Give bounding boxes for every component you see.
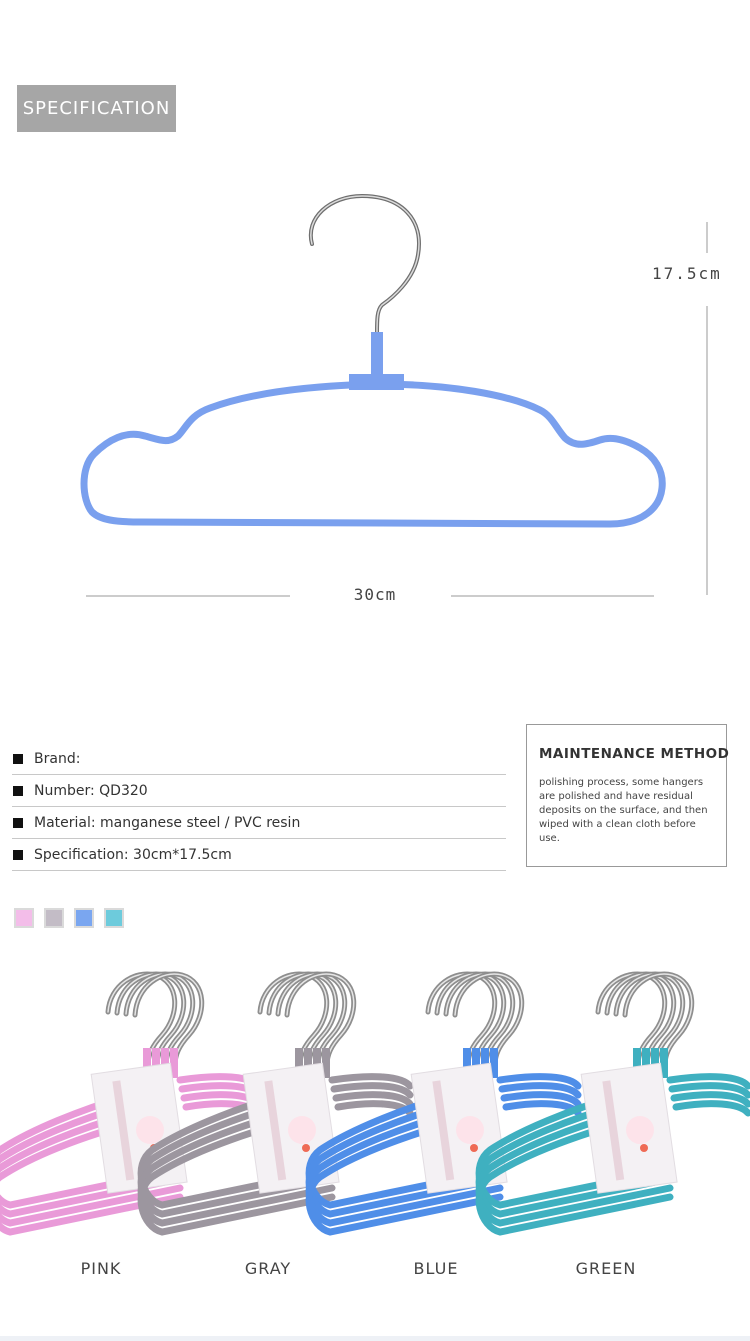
width-label: 30cm — [353, 585, 397, 604]
maintenance-text: polishing process, some hangers are polished and have residual deposits on the surface, and then wiped with a clean cloth before use. — [539, 777, 708, 844]
spec-row-specification — [12, 840, 506, 871]
specification-tag: SPECIFICATION — [17, 85, 176, 132]
swatch-gray[interactable] — [44, 908, 64, 928]
spec-row-material — [12, 808, 506, 839]
color-label-pink: PINK — [80, 1259, 122, 1278]
spec-text: Specification: 30cm*17.5cm — [34, 847, 232, 863]
color-label-gray: GRAY — [244, 1259, 292, 1278]
swatch-pink[interactable] — [14, 908, 34, 928]
spec-text: Number: QD320 — [34, 783, 148, 799]
spec-list — [12, 744, 506, 872]
bunny-face-icon — [456, 1116, 484, 1144]
bottom-divider — [0, 1336, 750, 1341]
maintenance-box — [526, 724, 730, 867]
maintenance-title: MAINTENANCE METHOD — [539, 746, 730, 762]
hanger-body — [84, 384, 662, 524]
color-swatches — [14, 908, 134, 928]
spec-text: Material: manganese steel / PVC resin — [34, 815, 301, 831]
height-label: 17.5cm — [652, 264, 722, 283]
swatch-green[interactable] — [104, 908, 124, 928]
bullet-square-icon — [13, 786, 23, 796]
bullet-square-icon — [13, 818, 23, 828]
hanger-hook — [311, 196, 419, 333]
bunny-face-icon — [626, 1116, 654, 1144]
spec-text: Brand: — [34, 751, 81, 767]
hanger-illustration — [0, 180, 750, 620]
color-label-green: GREEN — [575, 1259, 637, 1278]
spec-row-brand — [12, 744, 506, 775]
hanger-neck — [371, 332, 383, 376]
color-label-blue: BLUE — [413, 1259, 459, 1278]
swatch-blue[interactable] — [74, 908, 94, 928]
bullet-square-icon — [13, 850, 23, 860]
spec-row-number — [12, 776, 506, 807]
bunny-face-icon — [136, 1116, 164, 1144]
hanger-bundles — [0, 958, 750, 1248]
bunny-face-icon — [288, 1116, 316, 1144]
bullet-square-icon — [13, 754, 23, 764]
